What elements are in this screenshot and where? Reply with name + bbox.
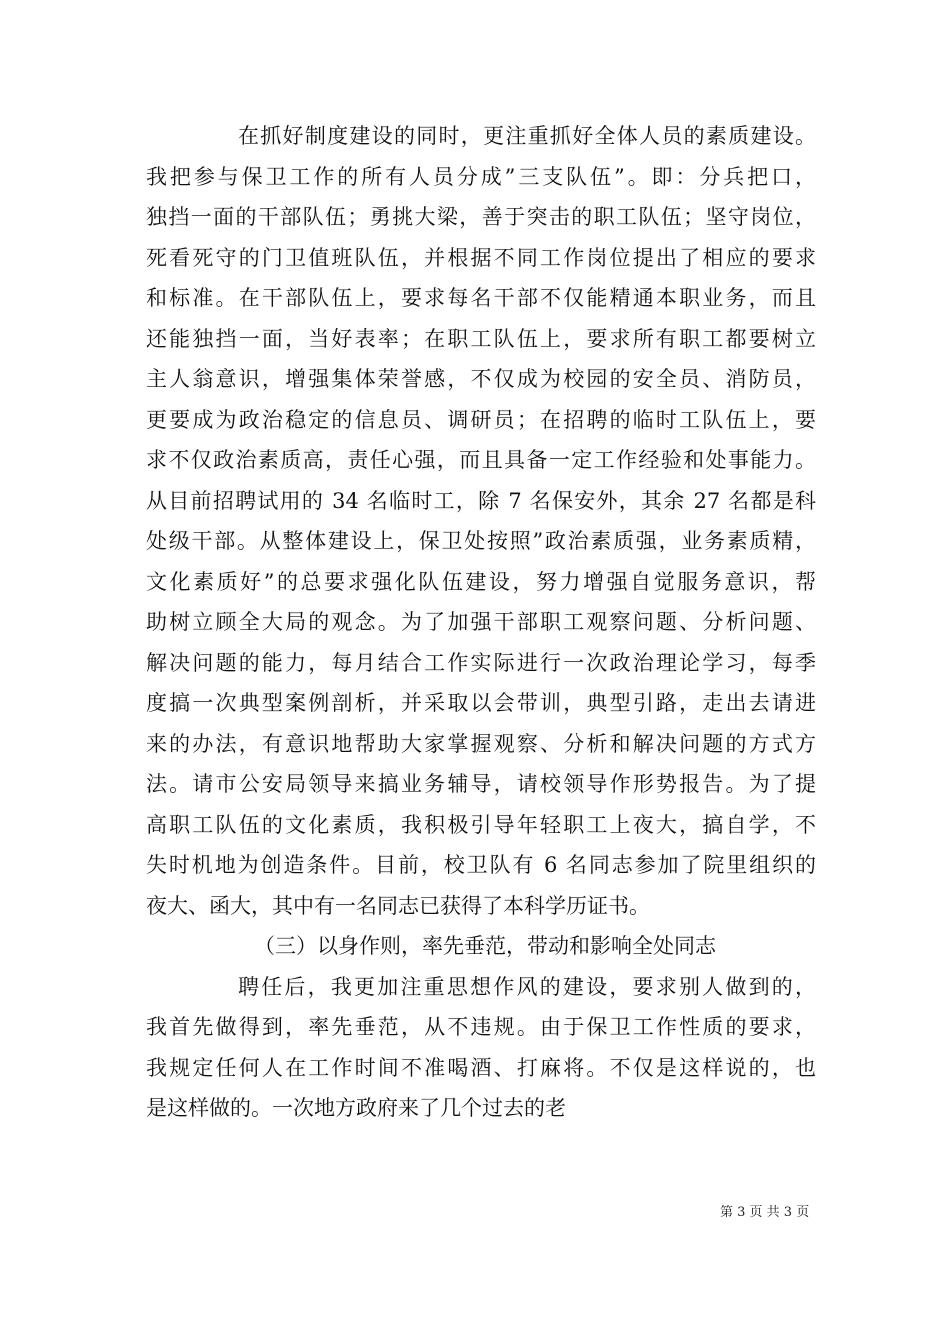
paragraph-line: 夜大、函大，其中有一名同志已获得了本科学历证书。 [146,893,650,918]
paragraph-line: 失时机地为创造条件。目前，校卫队有 6 名同志参加了院里组织的 [146,853,816,877]
paragraph-line: 我把参与保卫工作的所有人员分成”三支队伍”。即：分兵把口， [146,164,816,189]
paragraph-line: 和标准。在干部队伍上，要求每名干部不仅能精通本职业务，而且 [146,286,816,310]
paragraph-line: 是这样做的。一次地方政府来了几个过去的老 [146,1096,566,1120]
paragraph-line: 独挡一面的干部队伍；勇挑大梁，善于突击的职工队伍；坚守岗位， [146,205,816,229]
paragraph-line: 法。请市公安局领导来搞业务辅导，请校领导作形势报告。为了提 [146,772,816,796]
paragraph-line: 聘任后，我更加注重思想作风的建设，要求别人做到的， [238,974,816,999]
paragraph-line: 从目前招聘试用的 34 名临时工，除 7 名保安外，其余 27 名都是科 [146,488,816,513]
paragraph-line: 主人翁意识，增强集体荣誉感，不仅成为校园的安全员、消防员， [146,367,816,391]
paragraph-line: 高职工队伍的文化素质，我积极引导年轻职工上夜大，搞自学，不 [146,812,816,837]
paragraph-line: 文化素质好”的总要求强化队伍建设，努力增强自觉服务意识，帮 [146,569,816,594]
paragraph-line: 在抓好制度建设的同时，更注重抓好全体人员的素质建设。 [238,124,816,148]
paragraph-line: 还能独挡一面，当好表率；在职工队伍上，要求所有职工都要树立 [146,326,816,351]
paragraph-line: 我首先做得到，率先垂范，从不违规。由于保卫工作性质的要求， [146,1015,816,1039]
paragraph-line: 死看死守的门卫值班队伍，并根据不同工作岗位提出了相应的要求 [146,245,816,270]
paragraph-line: 来的办法，有意识地帮助大家掌握观察、分析和解决问题的方式方 [146,731,816,756]
paragraph-line: 求不仅政治素质高，责任心强，而且具备一定工作经验和处事能力。 [146,448,816,472]
paragraph-line: 我规定任何人在工作时间不准喝酒、打麻将。不仅是这样说的，也 [146,1055,816,1080]
paragraph-line: 更要成为政治稳定的信息员、调研员；在招聘的临时工队伍上，要 [146,407,816,432]
page-number-footer: 第 3 页 共 3 页 [720,1205,810,1220]
paragraph-line: 度搞一次典型案例剖析，并采取以会带训，典型引路，走出去请进 [146,691,816,715]
body-text [146,116,816,1129]
section-heading: （三）以身作则，率先垂范，带动和影响全处同志 [254,934,716,958]
paragraph-line: 助树立顾全大局的观念。为了加强干部职工观察问题、分析问题、 [146,610,816,634]
paragraph-line: 解决问题的能力，每月结合工作实际进行一次政治理论学习，每季 [146,650,816,675]
paragraph-line: 处级干部。从整体建设上，保卫处按照”政治素质强，业务素质精， [146,529,816,553]
